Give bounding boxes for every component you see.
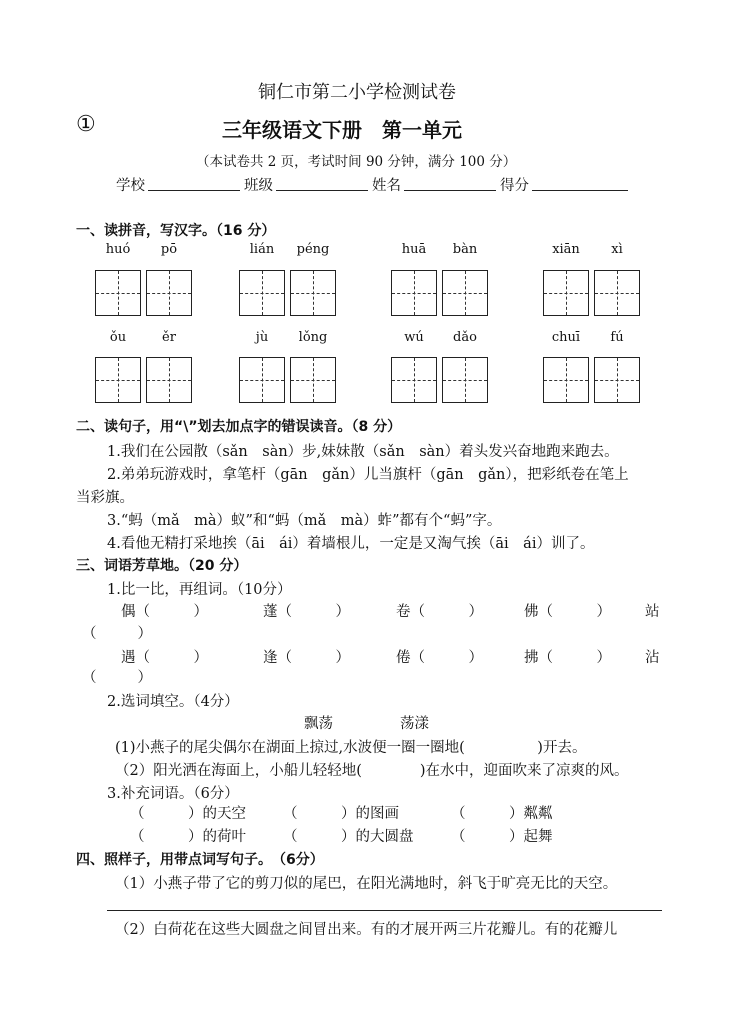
pinyin: jù — [255, 330, 269, 345]
section3-sub1: 1.比一比，再组词。（10分） — [107, 582, 292, 598]
section2-line-3: 当彩旗。 — [76, 490, 134, 506]
answer-blank[interactable]: （ ） — [135, 604, 208, 620]
fill-sentence-2[interactable]: （2）阳光洒在海面上，小船儿轻轻地( )在水中，迎面吹来了凉爽的风。 — [115, 763, 629, 779]
compare-char: 站 — [645, 604, 660, 620]
pinyin: péng — [296, 242, 330, 257]
compare-item — [121, 646, 208, 667]
section2-heading: 二、读句子，用“\”划去加点字的错误读音。（8 分） — [76, 419, 402, 435]
word-fill[interactable]: （ ）的大圆盘 — [283, 829, 414, 845]
compare-char: 卷 — [396, 604, 411, 620]
paren-close: ） — [137, 670, 152, 686]
section3-sub2: 2.选词填空。（4分） — [107, 694, 239, 710]
pinyin: chuī — [551, 330, 581, 345]
compare-char: 沾 — [645, 650, 660, 666]
word-fill[interactable]: （ ）起舞 — [451, 829, 553, 845]
choice-word-2: 荡漾 — [400, 716, 429, 732]
writing-box[interactable] — [391, 270, 437, 316]
pinyin: pō — [160, 242, 178, 257]
pinyin: lǒng — [298, 330, 328, 345]
paren-close: ） — [137, 626, 152, 642]
writing-box[interactable] — [543, 270, 589, 316]
exam-note: （本试卷共 2 页，考试时间 90 分钟，满分 100 分） — [196, 154, 517, 170]
word-fill[interactable]: （ ）的荷叶 — [130, 829, 246, 845]
section3-sub3: 3.补充词语。（6分） — [107, 786, 239, 802]
field-school-line[interactable] — [148, 190, 240, 191]
answer-blank[interactable]: （ ） — [410, 650, 483, 666]
writing-box[interactable] — [146, 270, 192, 316]
compare-item — [121, 600, 208, 621]
pinyin: dǎo — [453, 330, 477, 345]
word-fill[interactable]: （ ）的天空 — [130, 806, 246, 822]
writing-box[interactable] — [239, 270, 285, 316]
writing-box[interactable] — [95, 270, 141, 316]
compare-item — [263, 646, 350, 667]
field-school-label: 学校 — [116, 178, 145, 194]
pinyin: huó — [105, 242, 131, 257]
answer-blank[interactable]: （ ） — [410, 604, 483, 620]
section2-line-4: 3.“蚂（mǎ mà）蚁”和“蚂（mǎ mà）蚱”都有个“蚂”字。 — [107, 513, 502, 529]
field-name-line[interactable] — [404, 190, 496, 191]
compare-item-wrapped[interactable] — [82, 666, 152, 687]
fill-sentence-1[interactable]: (1)小燕子的尾尖偶尔在湖面上掠过,水波便一圈一圈地( )开去。 — [115, 740, 587, 756]
compare-char: 倦 — [396, 650, 411, 666]
compare-item — [263, 600, 350, 621]
writing-box[interactable] — [543, 357, 589, 403]
section2-line-2: 2.弟弟玩游戏时，拿笔杆（gān gǎn）儿当旗杆（gān gǎn），把彩纸卷在笔上 — [107, 467, 629, 483]
section2-line-1: 1.我们在公园散（sǎn sàn）步,妹妹散（sǎn sàn）着头发兴奋地跑来跑去。 — [107, 444, 619, 460]
section4-example-2: （2）白荷花在这些大圆盘之间冒出来。有的才展开两三片花瓣儿。有的花瓣儿 — [115, 922, 618, 938]
pinyin: huā — [401, 242, 427, 257]
writing-box[interactable] — [594, 270, 640, 316]
word-fill[interactable]: （ ）粼粼 — [451, 806, 553, 822]
section4-example-1: （1）小燕子带了它的剪刀似的尾巴，在阳光满地时，斜飞于旷亮无比的天空。 — [115, 876, 618, 892]
pinyin: lián — [249, 242, 275, 257]
pinyin: bàn — [452, 242, 478, 257]
compare-item — [524, 600, 611, 621]
word-fill[interactable]: （ ）的图画 — [283, 806, 399, 822]
writing-box[interactable] — [391, 357, 437, 403]
compare-char: 偶 — [121, 604, 136, 620]
compare-char: 逢 — [263, 650, 278, 666]
paren-open: （ — [82, 626, 97, 642]
pinyin: wú — [404, 330, 424, 345]
writing-box[interactable] — [290, 270, 336, 316]
pinyin: fú — [610, 330, 624, 345]
answer-blank[interactable]: （ ） — [277, 650, 350, 666]
compare-item-wrapped[interactable] — [82, 622, 152, 643]
section3-heading: 三、词语芳草地。（20 分） — [76, 558, 248, 574]
compare-item — [396, 646, 483, 667]
answer-blank[interactable]: （ ） — [538, 650, 611, 666]
compare-item — [396, 600, 483, 621]
section2-line-5: 4.看他无精打采地挨（āi ái）着墙根儿，一定是又淘气挨（āi ái）训了。 — [107, 536, 595, 552]
writing-box[interactable] — [95, 357, 141, 403]
compare-char: 拂 — [524, 650, 539, 666]
pinyin: ǒu — [109, 330, 127, 345]
writing-box[interactable] — [442, 270, 488, 316]
answer-line[interactable] — [107, 910, 662, 911]
answer-blank[interactable]: （ ） — [135, 650, 208, 666]
exam-title: 三年级语文下册 第一单元 — [222, 118, 462, 142]
compare-char: 佛 — [524, 604, 539, 620]
field-score-label: 得分 — [500, 178, 529, 194]
writing-box[interactable] — [239, 357, 285, 403]
field-class-label: 班级 — [244, 178, 273, 194]
compare-char: 遇 — [121, 650, 136, 666]
compare-char: 蓬 — [263, 604, 278, 620]
choice-word-1: 飘荡 — [304, 716, 333, 732]
paren-open: （ — [82, 670, 97, 686]
writing-box[interactable] — [146, 357, 192, 403]
school-title: 铜仁市第二小学检测试卷 — [258, 82, 456, 103]
pinyin: ěr — [162, 330, 176, 345]
section1-heading: 一、读拼音，写汉字。（16 分） — [76, 223, 276, 239]
compare-item — [524, 646, 611, 667]
section4-heading: 四、照样子，用带点词写句子。 （6分） — [76, 852, 324, 868]
answer-blank[interactable]: （ ） — [277, 604, 350, 620]
answer-blank[interactable]: （ ） — [538, 604, 611, 620]
writing-box[interactable] — [442, 357, 488, 403]
field-score-line[interactable] — [532, 190, 628, 191]
field-class-line[interactable] — [276, 190, 368, 191]
writing-box[interactable] — [594, 357, 640, 403]
pinyin: xì — [611, 242, 623, 257]
field-name-label: 姓名 — [372, 178, 401, 194]
circle-number: ① — [76, 112, 96, 137]
writing-box[interactable] — [290, 357, 336, 403]
pinyin: xiān — [552, 242, 580, 257]
